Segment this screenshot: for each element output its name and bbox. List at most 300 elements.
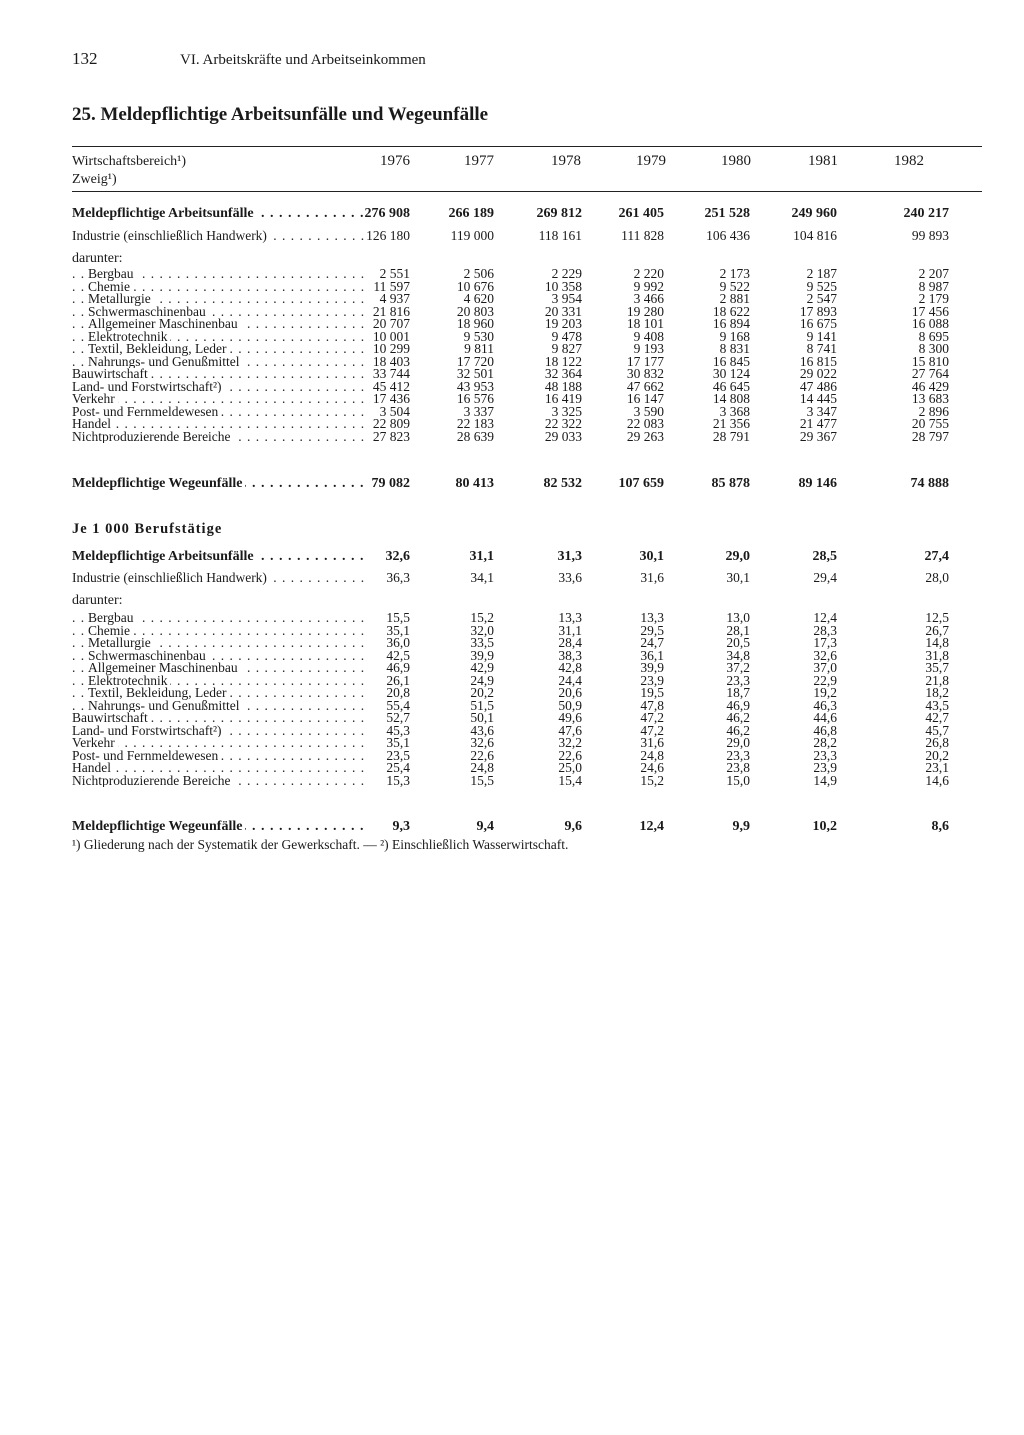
stub-header-line2: Zweig¹) (72, 172, 117, 187)
cell-1979: 47,8 (640, 697, 664, 713)
abs-total-block (72, 206, 982, 222)
row-label (72, 281, 368, 294)
cell-1977: 4 620 (463, 291, 494, 306)
cell-1979: 36,1 (640, 647, 664, 663)
cell-1976: 35,1 (386, 622, 410, 638)
cell-1982: 26,8 (925, 735, 949, 750)
row-sector-handel (72, 762, 982, 775)
cell-1981: 14,9 (813, 772, 837, 788)
cell-1982: 46 429 (911, 378, 949, 394)
cell-1980: 29,0 (725, 549, 750, 564)
cell-1982: 31,8 (925, 647, 949, 663)
row-label-text: Allgemeiner Maschinenbau (88, 318, 241, 331)
abs-commute-block (72, 476, 982, 492)
row-sector-bauwirtschaft (72, 368, 982, 381)
row-branch-elektrotechnik (72, 328, 982, 344)
row-label-text: Textil, Bekleidung, Leder (88, 687, 230, 700)
cell-1979: 107 659 (618, 476, 664, 491)
row-label-text: Textil, Bekleidung, Leder (88, 343, 230, 356)
section-per-thousand: Je 1 000 Berufstätige (72, 521, 223, 537)
row-label-text: Nichtproduzierende Bereiche (72, 775, 234, 788)
year-header-1979: 1979 (636, 153, 666, 169)
cell-1977: 50,1 (470, 710, 494, 725)
row-label (72, 418, 368, 431)
cell-1982: 42,7 (925, 710, 949, 725)
cell-1981: 2 547 (806, 291, 837, 306)
cell-1976: 45 412 (372, 378, 410, 394)
cell-1978: 9,6 (564, 819, 582, 834)
year-header-1978: 1978 (551, 153, 581, 169)
cell-1978: 2 229 (551, 266, 582, 281)
cell-1982: 45,7 (925, 722, 949, 738)
cell-1980: 20,5 (726, 635, 750, 650)
cell-1978: 13,3 (558, 610, 582, 625)
cell-1981: 249 960 (791, 206, 837, 221)
cell-1982: 20 755 (911, 416, 949, 431)
cell-1976: 23,5 (386, 747, 410, 763)
cell-1977: 51,5 (470, 697, 494, 713)
cell-1980: 15,0 (726, 772, 750, 788)
row-branch-elektrotechnik (72, 672, 982, 688)
row-industry (72, 572, 982, 585)
cell-1979: 19,5 (640, 685, 664, 700)
cell-1981: 12,4 (813, 610, 837, 625)
cell-1981: 10,2 (812, 819, 837, 834)
cell-1977: 3 337 (463, 403, 494, 419)
row-label-text: Bauwirtschaft (72, 712, 151, 725)
row-label (72, 356, 368, 369)
cell-1979: 111 828 (621, 228, 664, 243)
cell-1980: 9 168 (719, 328, 750, 344)
cell-1982: 8 300 (918, 341, 949, 356)
cell-1977: 15,2 (470, 610, 494, 625)
cell-1980: 18,7 (726, 685, 750, 700)
cell-1979: 24,7 (640, 635, 664, 650)
cell-1980: 23,8 (726, 760, 750, 775)
cell-1981: 28,5 (812, 549, 837, 564)
cell-1977: 24,9 (470, 672, 494, 688)
cell-1977: 31,1 (469, 549, 494, 564)
row-label-text: Nahrungs- und Genußmittel (88, 356, 242, 369)
row-label-text: Land- und Forstwirtschaft²) (72, 381, 225, 394)
cell-1979: 15,2 (640, 772, 664, 788)
cell-1980: 23,3 (726, 747, 750, 763)
cell-1982: 35,7 (925, 660, 949, 675)
cell-1979: 261 405 (618, 206, 664, 221)
table-title: 25. Meldepflichtige Arbeitsunfälle und Wegeunfälle (72, 104, 489, 125)
cell-1977: 39,9 (470, 647, 494, 663)
row-label (72, 737, 368, 750)
row-label (72, 612, 368, 625)
cell-1980: 106 436 (706, 228, 750, 243)
cell-1981: 29 367 (799, 428, 837, 444)
cell-1977: 43 953 (456, 378, 494, 394)
cell-1976: 15,3 (386, 772, 410, 788)
cell-1980: 34,8 (726, 647, 750, 663)
cell-1980: 85 878 (711, 476, 750, 491)
year-header-1977: 1977 (464, 153, 494, 169)
cell-1980: 8 831 (719, 341, 750, 356)
cell-1980: 16 894 (712, 316, 750, 331)
cell-1982: 18,2 (925, 685, 949, 700)
cell-1980: 46 645 (712, 378, 750, 394)
cell-1979: 2 220 (633, 266, 664, 281)
row-label (72, 650, 368, 663)
cell-1978: 48 188 (544, 378, 582, 394)
row-total-accidents (72, 206, 982, 222)
row-branch-bergbau (72, 268, 982, 281)
cell-1980: 16 845 (712, 353, 750, 369)
cell-1977: 20 803 (456, 303, 494, 319)
cell-1977: 9 811 (464, 341, 494, 356)
cell-1982: 14,8 (925, 635, 949, 650)
cell-1981: 23,9 (813, 760, 837, 775)
cell-1982: 17 456 (911, 303, 949, 319)
cell-1976: 79 082 (371, 476, 410, 491)
abs-darunter-label: darunter: (72, 251, 123, 266)
cell-1976: 2 551 (379, 266, 410, 281)
cell-1978: 22 322 (544, 416, 582, 431)
row-sector-verkehr (72, 393, 982, 406)
row-branch-schwermaschinenbau (72, 303, 982, 319)
row-label (72, 393, 368, 406)
cell-1980: 23,3 (726, 672, 750, 688)
row-label (72, 662, 368, 675)
row-label-text: Meldepflichtige Arbeitsunfälle (72, 549, 257, 564)
cell-1977: 266 189 (448, 206, 494, 221)
cell-1980: 29,0 (726, 735, 750, 750)
row-label-text: Elektrotechnik (88, 675, 170, 688)
row-sector-nichtproduzierende-bereiche (72, 772, 982, 788)
row-label-text: Chemie (88, 281, 133, 294)
cell-1976: 55,4 (386, 697, 410, 713)
row-label-text: Elektrotechnik (88, 331, 170, 344)
cell-1977: 9 530 (463, 328, 494, 344)
cell-1980: 2 881 (719, 291, 750, 306)
cell-1982: 20,2 (925, 747, 949, 763)
row-sector-land-und-forstwirtschaft (72, 722, 982, 738)
row-label (72, 625, 368, 638)
cell-1981: 23,3 (813, 747, 837, 763)
cell-1977: 17 720 (456, 353, 494, 369)
row-branch-metallurgie (72, 637, 982, 650)
cell-1980: 46,9 (726, 697, 750, 713)
row-label-text: Bergbau (88, 612, 137, 625)
cell-1976: 4 937 (379, 291, 410, 306)
row-label (72, 750, 368, 763)
cell-1977: 18 960 (456, 316, 494, 331)
row-label-text: Post- und Fernmeldewesen (72, 406, 221, 419)
cell-1980: 251 528 (704, 206, 750, 221)
cell-1981: 46,3 (813, 697, 837, 713)
cell-1980: 46,2 (726, 722, 750, 738)
cell-1982: 27 764 (911, 366, 949, 381)
cell-1976: 45,3 (386, 722, 410, 738)
cell-1979: 31,6 (640, 570, 664, 585)
cell-1976: 36,0 (386, 635, 410, 650)
cell-1978: 38,3 (558, 647, 582, 663)
cell-1979: 17 177 (626, 353, 664, 369)
cell-1982: 8 987 (918, 278, 949, 294)
cell-1976: 33 744 (372, 366, 410, 381)
cell-1976: 18 403 (372, 353, 410, 369)
pt-total-block (72, 549, 982, 565)
cell-1976: 36,3 (386, 570, 410, 585)
row-label-text: Nichtproduzierende Bereiche (72, 431, 234, 444)
cell-1978: 269 812 (536, 206, 582, 221)
row-label (72, 687, 368, 700)
cell-1977: 28 639 (456, 428, 494, 444)
cell-1979: 29,5 (640, 622, 664, 638)
cell-1978: 82 532 (543, 476, 582, 491)
stub-header (72, 153, 186, 189)
stub-header-line1: Wirtschaftsbereich¹) (72, 154, 187, 169)
row-label (72, 318, 368, 331)
cell-1977: 42,9 (470, 660, 494, 675)
cell-1977: 2 506 (463, 266, 494, 281)
cell-1978: 24,4 (558, 672, 582, 688)
cell-1981: 89 146 (798, 476, 837, 491)
row-label-text: Land- und Forstwirtschaft²) (72, 725, 225, 738)
cell-1979: 16 147 (626, 391, 664, 406)
cell-1979: 13,3 (640, 610, 664, 625)
row-branch-allgemeiner-maschinenbau (72, 662, 982, 675)
pt-industry-block (72, 572, 982, 585)
cell-1978: 9 478 (551, 328, 582, 344)
cell-1980: 46,2 (726, 710, 750, 725)
cell-1981: 16 675 (799, 316, 837, 331)
cell-1981: 17,3 (813, 635, 837, 650)
table-top-rule (72, 146, 982, 147)
cell-1981: 29,4 (813, 570, 837, 585)
year-header-1976: 1976 (380, 153, 410, 169)
cell-1979: 30,1 (639, 549, 664, 564)
cell-1978: 22,6 (558, 747, 582, 763)
cell-1980: 28 791 (712, 428, 750, 444)
cell-1982: 16 088 (911, 316, 949, 331)
cell-1976: 17 436 (372, 391, 410, 406)
row-commute-accidents (72, 476, 982, 492)
row-label-text: Industrie (einschließlich Handwerk) (72, 230, 270, 243)
cell-1976: 22 809 (372, 416, 410, 431)
cell-1979: 9 408 (633, 328, 664, 344)
cell-1977: 10 676 (456, 278, 494, 294)
cell-1976: 42,5 (386, 647, 410, 663)
cell-1978: 118 161 (538, 228, 582, 243)
row-label (72, 637, 368, 650)
row-label (72, 725, 368, 738)
row-label (72, 762, 368, 775)
cell-1979: 39,9 (640, 660, 664, 675)
cell-1982: 240 217 (903, 206, 949, 221)
cell-1979: 9 193 (633, 341, 664, 356)
cell-1976: 21 816 (372, 303, 410, 319)
cell-1976: 276 908 (364, 206, 410, 221)
cell-1980: 9 522 (719, 278, 750, 294)
page-number: 132 (72, 49, 98, 68)
cell-1982: 2 896 (918, 403, 949, 419)
cell-1977: 32,0 (470, 622, 494, 638)
cell-1980: 30,1 (726, 570, 750, 585)
cell-1979: 47,2 (640, 710, 664, 725)
row-sector-handel (72, 418, 982, 431)
cell-1976: 126 180 (366, 228, 410, 243)
cell-1976: 9,3 (392, 819, 410, 834)
year-header-1980: 1980 (721, 153, 751, 169)
cell-1978: 16 419 (544, 391, 582, 406)
cell-1977: 22,6 (470, 747, 494, 763)
cell-1980: 3 368 (719, 403, 750, 419)
cell-1981: 104 816 (793, 228, 837, 243)
cell-1978: 15,4 (558, 772, 582, 788)
cell-1981: 37,0 (813, 660, 837, 675)
cell-1981: 3 347 (806, 403, 837, 419)
cell-1976: 25,4 (386, 760, 410, 775)
row-branch-chemie (72, 278, 982, 294)
cell-1982: 27,4 (924, 549, 949, 564)
row-label-text: Chemie (88, 625, 133, 638)
cell-1978: 32,2 (558, 735, 582, 750)
cell-1980: 2 173 (719, 266, 750, 281)
cell-1982: 8,6 (931, 819, 949, 834)
row-label-text: Meldepflichtige Wegeunfälle (72, 476, 245, 491)
footnote: ¹) Gliederung nach der Systematik der Gewerkschaft. — ²) Einschließlich Wasserwirtschaft. (72, 837, 569, 852)
cell-1978: 32 364 (544, 366, 582, 381)
row-branch-nahrungs-und-genußmittel (72, 353, 982, 369)
cell-1982: 99 893 (911, 228, 949, 243)
cell-1982: 28 797 (911, 428, 949, 444)
cell-1978: 42,8 (558, 660, 582, 675)
cell-1982: 28,0 (925, 570, 949, 585)
cell-1981: 46,8 (813, 722, 837, 738)
cell-1980: 18 622 (712, 303, 750, 319)
cell-1979: 22 083 (626, 416, 664, 431)
cell-1978: 19 203 (544, 316, 582, 331)
cell-1976: 10 299 (372, 341, 410, 356)
cell-1981: 28,3 (813, 622, 837, 638)
row-label-text: Post- und Fernmeldewesen (72, 750, 221, 763)
row-label-text: Verkehr (72, 393, 118, 406)
row-branch-nahrungs-und-genußmittel (72, 697, 982, 713)
row-sector-bauwirtschaft (72, 712, 982, 725)
cell-1982: 23,1 (925, 760, 949, 775)
cell-1979: 23,9 (640, 672, 664, 688)
year-header-1982: 1982 (894, 153, 924, 169)
cell-1978: 3 954 (551, 291, 582, 306)
cell-1976: 3 504 (379, 403, 410, 419)
row-label (72, 406, 368, 419)
cell-1979: 19 280 (626, 303, 664, 319)
cell-1978: 28,4 (558, 635, 582, 650)
cell-1976: 11 597 (373, 278, 410, 294)
cell-1980: 21 356 (712, 416, 750, 431)
cell-1982: 26,7 (925, 622, 949, 638)
cell-1982: 12,5 (925, 610, 949, 625)
cell-1980: 9,9 (732, 819, 750, 834)
cell-1978: 3 325 (551, 403, 582, 419)
row-label-text: Bergbau (88, 268, 137, 281)
row-sector-nichtproduzierende-bereiche (72, 428, 982, 444)
cell-1978: 29 033 (544, 428, 582, 444)
cell-1981: 8 741 (806, 341, 837, 356)
cell-1982: 21,8 (925, 672, 949, 688)
cell-1976: 52,7 (386, 710, 410, 725)
row-label (72, 268, 368, 281)
cell-1978: 20,6 (558, 685, 582, 700)
cell-1976: 15,5 (386, 610, 410, 625)
cell-1978: 10 358 (544, 278, 582, 294)
cell-1979: 29 263 (626, 428, 664, 444)
cell-1978: 20 331 (544, 303, 582, 319)
row-label-text: Meldepflichtige Arbeitsunfälle (72, 206, 257, 221)
cell-1978: 31,3 (557, 549, 582, 564)
row-industry (72, 230, 982, 243)
cell-1978: 9 827 (551, 341, 582, 356)
row-label-text: Industrie (einschließlich Handwerk) (72, 572, 270, 585)
pt-commute-block (72, 819, 982, 835)
cell-1979: 12,4 (639, 819, 664, 834)
year-header-1981: 1981 (808, 153, 838, 169)
cell-1981: 19,2 (813, 685, 837, 700)
cell-1982: 74 888 (910, 476, 949, 491)
cell-1982: 14,6 (925, 772, 949, 788)
cell-1979: 24,6 (640, 760, 664, 775)
row-branch-chemie (72, 622, 982, 638)
cell-1976: 20,8 (386, 685, 410, 700)
table-header-rule (72, 191, 982, 192)
cell-1976: 27 823 (372, 428, 410, 444)
cell-1978: 25,0 (558, 760, 582, 775)
abs-detail-block (72, 268, 982, 443)
row-label (72, 431, 368, 444)
row-label (72, 819, 368, 835)
cell-1981: 22,9 (813, 672, 837, 688)
cell-1978: 50,9 (558, 697, 582, 713)
cell-1978: 33,6 (558, 570, 582, 585)
cell-1979: 3 590 (633, 403, 664, 419)
cell-1980: 28,1 (726, 622, 750, 638)
row-branch-textil-bekleidung-leder (72, 687, 982, 700)
cell-1979: 31,6 (640, 735, 664, 750)
cell-1978: 31,1 (558, 622, 582, 638)
cell-1982: 2 179 (918, 291, 949, 306)
row-label-text: Handel (72, 418, 114, 431)
row-label (72, 230, 368, 243)
cell-1978: 49,6 (558, 710, 582, 725)
cell-1979: 47 662 (626, 378, 664, 394)
row-label (72, 476, 368, 492)
cell-1977: 80 413 (455, 476, 494, 491)
row-label-text: Handel (72, 762, 114, 775)
cell-1982: 8 695 (918, 328, 949, 344)
cell-1978: 18 122 (544, 353, 582, 369)
cell-1980: 13,0 (726, 610, 750, 625)
cell-1977: 33,5 (470, 635, 494, 650)
cell-1981: 21 477 (799, 416, 837, 431)
row-label-text: Metallurgie (88, 637, 154, 650)
cell-1981: 14 445 (799, 391, 837, 406)
cell-1978: 47,6 (558, 722, 582, 738)
row-label (72, 368, 368, 381)
row-label-text: Meldepflichtige Wegeunfälle (72, 819, 245, 834)
cell-1976: 26,1 (386, 672, 410, 688)
row-total-accidents (72, 549, 982, 565)
row-sector-post-und-fernmeldewesen (72, 747, 982, 763)
cell-1981: 32,6 (813, 647, 837, 663)
cell-1979: 47,2 (640, 722, 664, 738)
row-label-text: Bauwirtschaft (72, 368, 151, 381)
cell-1977: 24,8 (470, 760, 494, 775)
